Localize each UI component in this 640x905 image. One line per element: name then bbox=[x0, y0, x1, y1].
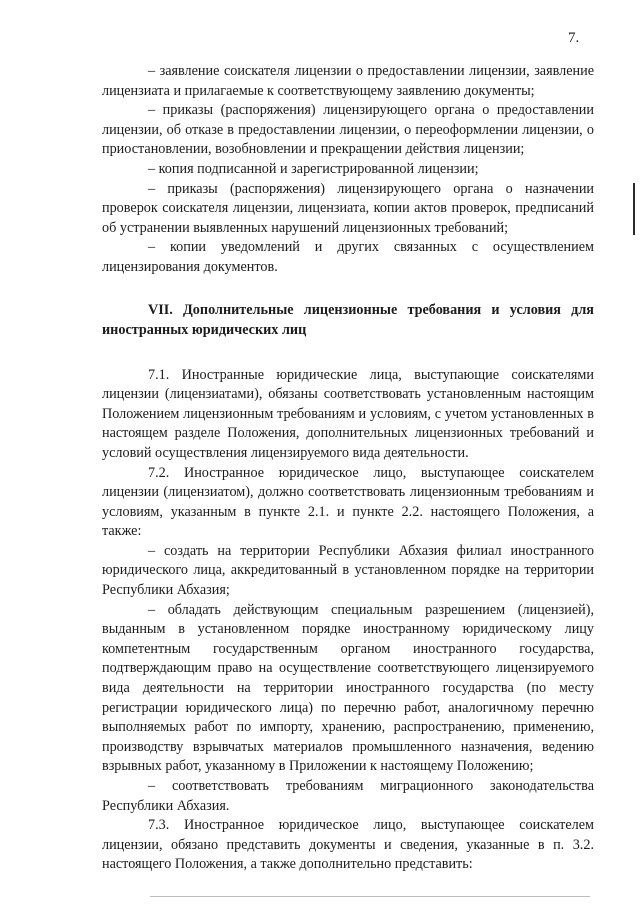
page-number: 7. bbox=[568, 30, 580, 46]
list-item-orders: – приказы (распоряжения) лицензирующего органа о предоставлении лицензии, об отказе в предоставлении лицензии, о переоформлении лицензии, о приостановлении, возобновлении и прекращении действия лицензии; bbox=[102, 102, 594, 158]
scan-edge-mark bbox=[633, 183, 635, 235]
scan-bottom-line bbox=[150, 896, 590, 897]
list-item-branch: – создать на территории Республики Абхазия филиал иностранного юридического лица, аккредитованный в установленном порядке на территории Республики Абхазия; bbox=[102, 542, 594, 599]
list-item-migration: – соответствовать требованиям миграционного законодательства Республики Абхазия. bbox=[102, 778, 594, 814]
list-item-foreign-license: – обладать действующим специальным разрешением (лицензией), выданным в установленном порядке иностранному юридическому лицу компетентным государственным органом иностранного государства, подтверждающим право на осуществление соответствующего лицензируемого вида деятельности на территории иностранного государства (по месту регистрации юридического лица) по перечню работ, аналогичному перечню выполняемых работ по импорту, хранению, распространению, применению, производству взрывчатых материалов промышленного назначения, ведению взрывных работ, указанному в Приложении к настоящему Положению; bbox=[102, 601, 594, 775]
list-item-notifications: – копии уведомлений и других связанных с осуществлением лицензирования документов. bbox=[102, 239, 594, 275]
section-heading: VII. Дополнительные лицензионные требования и условия для иностранных юридических лиц bbox=[102, 301, 594, 338]
list-item-applications: – заявление соискателя лицензии о предоставлении лицензии, заявление лицензиата и прилагаемые к соответствующему заявлению документы; bbox=[102, 63, 594, 99]
paragraph-7-2: 7.2. Иностранное юридическое лицо, выступающее соискателем лицензии (лицензиатом), должно соответствовать лицензионным требованиям и условиям, указанным в пункте 2.1. и пункте 2.2. настоящего Положения, а также: bbox=[102, 464, 594, 540]
paragraph-7-1: 7.1. Иностранные юридические лица, выступающие соискателями лицензии (лицензиатами), обязаны соответствовать установленным настоящим Положением лицензионным требованиям и условиям, с учетом установленных в настоящем разделе Положения, дополнительных лицензионных требований и условий осуществления лицензируемого вида деятельности. bbox=[102, 366, 594, 461]
list-item-license-copy: – копия подписанной и зарегистрированной лицензии; bbox=[148, 160, 479, 177]
document-body bbox=[102, 62, 594, 875]
list-item-inspection-orders: – приказы (распоряжения) лицензирующего органа о назначении проверок соискателя лицензии, лицензиата, копии актов проверок, предписаний об устранении выявленных нарушений лицензионных требований; bbox=[102, 180, 594, 236]
paragraph-7-3: 7.3. Иностранное юридическое лицо, выступающее соискателем лицензии, обязано представить документы и сведения, указанные в п. 3.2. настоящего Положения, а также дополнительно представить: bbox=[102, 817, 594, 873]
